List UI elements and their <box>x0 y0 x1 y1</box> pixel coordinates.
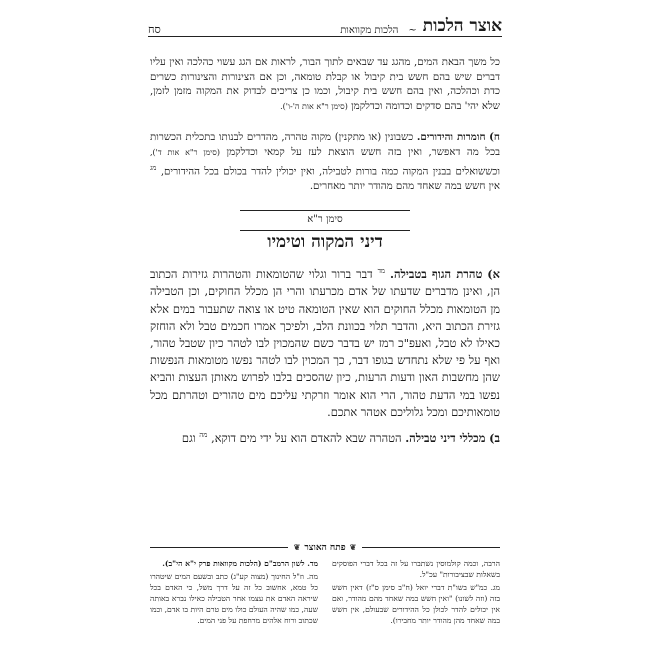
footnote-item: הרבה, וכמה קולמוסין נשתברו על זה בכל דברי הפוסקים בשאלות שבציבורות" עכ"ל. <box>332 559 500 579</box>
paragraph-h <box>150 130 500 194</box>
paragraph-b-tail: וגם <box>181 430 196 445</box>
paragraph-b-label: ב) <box>489 430 500 445</box>
section-label: סימן ר"א <box>307 214 343 226</box>
notes-column-left <box>150 558 318 628</box>
paragraph-h-label: ח) <box>489 131 500 144</box>
paragraph-h-text3: אין חשש במה שאחד מהם מהודר יותר מאחרים. <box>309 180 500 192</box>
divider-line <box>150 547 288 548</box>
paragraph-b <box>150 427 500 447</box>
footnote-marker: מד <box>377 267 386 276</box>
paragraph-b-text: הטהרה שבא להאדם הוא על ידי מים דוקא, <box>211 430 402 445</box>
section-running-title: הלכות מקוואות <box>340 25 399 36</box>
top-paragraph-text: כל משך הבאת המים, מהגג עד שבאים לתוך הבור, לראות אם הגג עשוי כהלכה ואין עליו דברים שיש בהם חשש בית קיבול או קבלת טומאה, וכן אם הצינורות והצינורות כשרים כדת וכהלכה, ואין בהם חשש בית קיבול, וכמו כן צריכים לבדוק את המקוה מזמן לזמן, שלא יהי' בהם סדקים וכדומה וכדלקמן <box>150 57 500 112</box>
footnote-marker: מג <box>150 163 157 172</box>
divider-line <box>362 547 500 548</box>
footnotes <box>150 558 500 628</box>
main-text <box>150 56 500 447</box>
paragraph-h-text: כשבונין (או מתקנין) מקוה טהרה, מהדרים לבנותו בתכלית הכשרות בכל מה דאפשר, ואין בזה חשש הוצאת לעז על קמאי וכדלקמן <box>150 132 500 158</box>
top-paragraph <box>150 56 500 114</box>
ornament-icon: ❦ <box>349 542 357 552</box>
footnote-item: מד. לשון הרמב"ם (הלכות מקוואות פרק י"א הי"ב). <box>162 559 318 568</box>
paragraph-a-text: דבר ברור וגלוי שהטומאות והטהרות גזירות הכתוב הן, ואינן מדברים שדעתו של אדם מכרעתו והרי הן מכלל החוקים, וכן הטבילה מן הטומאות מכלל החוקים הוא שאין הטומאה טיט או צואה שתעבור במים אלא גזירת הכתוב היא, והדבר תלוי בכוונת הלב, ולפיכך אמרו חכמים טבל ולא הוחזק כאילו לא טבל, ואעפ"כ רמז יש בדבר כשם שהמכוין לבו לטהר כיון שטבל טהור, ואף על פי שלא נתחדש בגופו דבר, כך המכוין לבו לטהר נפשו מטומאות הנפשות שהן מחשבות האון ודעות הרעות, כיון שהסכים בלבו לפרוש מאותן העצות והביא נפשו במי הדעת טהור, הרי הוא אומר וזרקתי עליכם מים טהורים וטהרתם מכל טומאותיכם ומכל גלוליכם אטהר אתכם. <box>150 267 500 419</box>
divider-label: פתח האוצר <box>304 542 346 553</box>
header-titles <box>340 16 502 36</box>
book-title: אוצר הלכות <box>422 16 502 36</box>
footnote-item: מג. כמ"ש בשו"ת דברי יואל (ח"ב סימן ס"ז) דאין חשש בזה (וזה לשונו) "ואין חשש במה שאחד מהם מהודר, ואם אין יכולים להדר לכולן כל ההידורים שבעולם, אין חשש במה שאחד מהן מהודר יותר מחבירו). <box>332 583 500 625</box>
ornament-icon: ❦ <box>293 542 301 552</box>
paragraph-b-lead: מכללי דיני טבילה. <box>405 430 486 445</box>
page-number: סח <box>148 23 161 36</box>
section-label-box <box>240 210 410 231</box>
running-header <box>148 10 502 37</box>
footnote-item: מה. וז"ל החינוך (מצוה קע"ג) כתב ובשעם המים שיטהרו כל טמא, אחשוב כל זה על דרך משל, כי האדם בכל שיראה האדם את עצמו אחר הטבילה כאילו נברא באותה שעה, כמו שהיה העולם כולו מים טרם היות בו אדם, וכמו שכתוב ורוח אלהים מרחפת על פני המים. <box>150 572 318 625</box>
paragraph-a <box>150 263 500 421</box>
footnote-marker: מה <box>199 430 208 439</box>
section-title: דיני המקוה וטימיו <box>267 231 383 252</box>
header-separator: ~ <box>408 25 417 36</box>
paragraph-h-lead: חומרות והידורים. <box>416 131 486 144</box>
paragraph-a-label: א) <box>487 267 500 282</box>
notes-column-right <box>332 558 500 628</box>
paragraph-h-text2: וכששואלים בבנין המקוה כמה בורות לטבילה, ואין יכולין להדר בכולם בכל ההידורים, <box>160 165 500 177</box>
divider-center <box>288 542 363 553</box>
notes-divider <box>150 542 500 552</box>
paragraph-a-lead: טהרת הגוף בטבילה. <box>390 267 483 282</box>
top-paragraph-source: (סימן ר"א אות ה'-ו'). <box>280 101 348 111</box>
paragraph-h-source: (סימן ר"א אות ד'), <box>150 147 220 157</box>
